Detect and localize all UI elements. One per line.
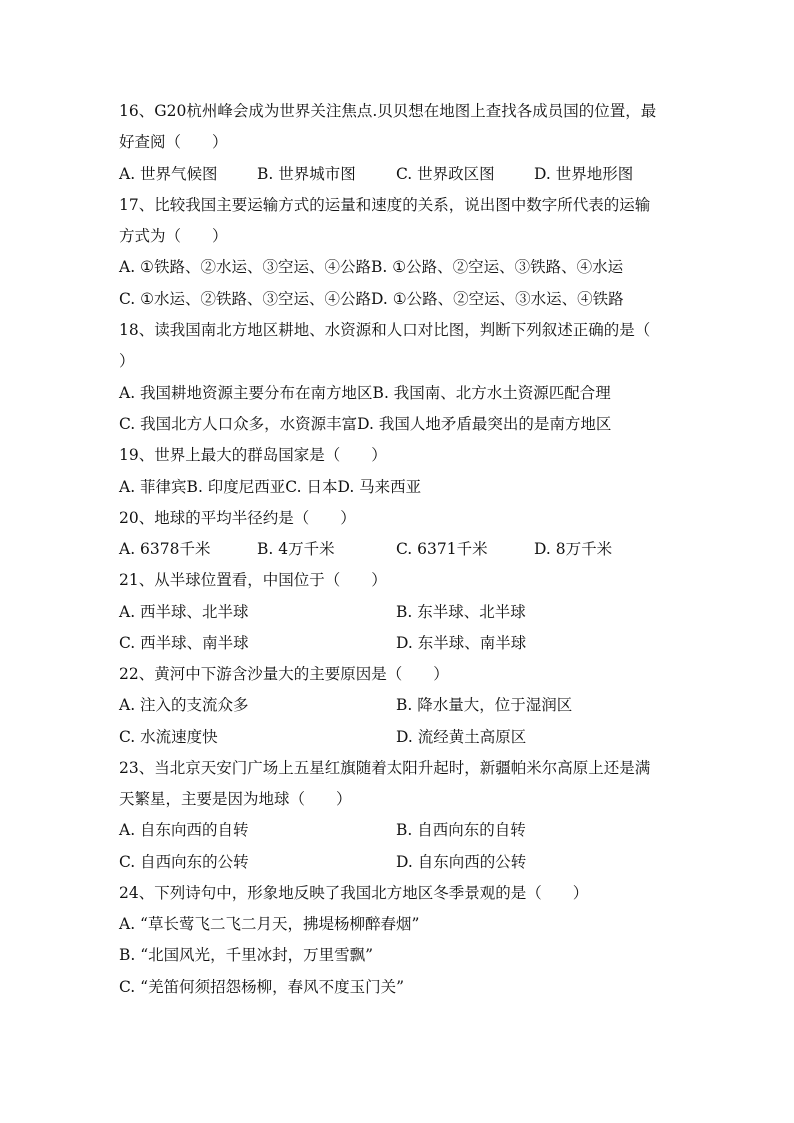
question-22-option-a: A. 注入的支流众多 <box>119 696 249 714</box>
question-16-stem-line-1: 16、G20杭州峰会成为世界关注焦点.贝贝想在地图上查找各成员国的位置，最 <box>119 102 657 120</box>
question-23-stem-line-1: 23、当北京天安门广场上五星红旗随着太阳升起时，新疆帕米尔高原上还是满 <box>119 759 651 777</box>
question-18-stem-line-2: ） <box>119 352 135 370</box>
question-21-option-d: D. 东半球、南半球 <box>396 634 527 652</box>
question-19-options: A. 菲律宾B. 印度尼西亚C. 日本D. 马来西亚 <box>119 478 422 496</box>
question-20-option-b: B. 4万千米 <box>257 540 335 558</box>
question-22-option-b: B. 降水量大，位于湿润区 <box>396 696 573 714</box>
question-21-option-b: B. 东半球、北半球 <box>396 603 526 621</box>
question-20-option-d: D. 8万千米 <box>534 540 613 558</box>
question-21-stem: 21、从半球位置看，中国位于（ ） <box>119 571 387 589</box>
question-24-option-a: A. “草长莺飞二飞二月天，拂堤杨柳醉春烟” <box>119 915 420 933</box>
question-17-stem-line-1: 17、比较我国主要运输方式的运量和速度的关系，说出图中数字所代表的运输 <box>119 196 651 214</box>
question-16-option-b: B. 世界城市图 <box>257 165 356 183</box>
question-17-stem-line-2: 方式为（ ） <box>119 227 228 245</box>
question-21-option-c: C. 西半球、南半球 <box>119 634 249 652</box>
question-23-option-d: D. 自东向西的公转 <box>396 853 527 871</box>
question-20-option-a: A. 6378千米 <box>119 540 211 558</box>
question-19-stem: 19、世界上最大的群岛国家是（ ） <box>119 446 387 464</box>
question-24-option-b: B. “北国风光，千里冰封，万里雪飘” <box>119 946 374 964</box>
question-21-option-a: A. 西半球、北半球 <box>119 603 249 621</box>
question-20-option-c: C. 6371千米 <box>396 540 488 558</box>
question-23-stem-line-2: 天繁星，主要是因为地球（ ） <box>119 790 352 808</box>
question-17-option-line-2: C. ①水运、②铁路、③空运、④公路D. ①公路、②空运、③水运、④铁路 <box>119 290 624 308</box>
question-24-option-c: C. “羌笛何须招怨杨柳，春风不度玉门关” <box>119 978 405 996</box>
question-22-option-c: C. 水流速度快 <box>119 728 218 746</box>
question-18-stem-line-1: 18、读我国南北方地区耕地、水资源和人口对比图，判断下列叙述正确的是（ <box>119 321 651 339</box>
question-18-option-line-1: A. 我国耕地资源主要分布在南方地区B. 我国南、北方水土资源匹配合理 <box>119 384 611 402</box>
question-20-stem: 20、地球的平均半径约是（ ） <box>119 509 356 527</box>
question-23-option-a: A. 自东向西的自转 <box>119 821 249 839</box>
question-16-stem-line-2: 好查阅（ ） <box>119 133 228 151</box>
question-22-stem: 22、黄河中下游含沙量大的主要原因是（ ） <box>119 665 449 683</box>
question-16-option-c: C. 世界政区图 <box>396 165 495 183</box>
question-23-option-b: B. 自西向东的自转 <box>396 821 526 839</box>
question-22-option-d: D. 流经黄土高原区 <box>396 728 527 746</box>
question-16-option-a: A. 世界气候图 <box>119 165 218 183</box>
question-16-option-d: D. 世界地形图 <box>534 165 634 183</box>
question-18-option-line-2: C. 我国北方人口众多，水资源丰富D. 我国人地矛盾最突出的是南方地区 <box>119 415 612 433</box>
question-23-option-c: C. 自西向东的公转 <box>119 853 249 871</box>
question-24-stem: 24、下列诗句中，形象地反映了我国北方地区冬季景观的是（ ） <box>119 884 589 902</box>
question-17-option-line-1: A. ①铁路、②水运、③空运、④公路B. ①公路、②空运、③铁路、④水运 <box>119 258 624 276</box>
